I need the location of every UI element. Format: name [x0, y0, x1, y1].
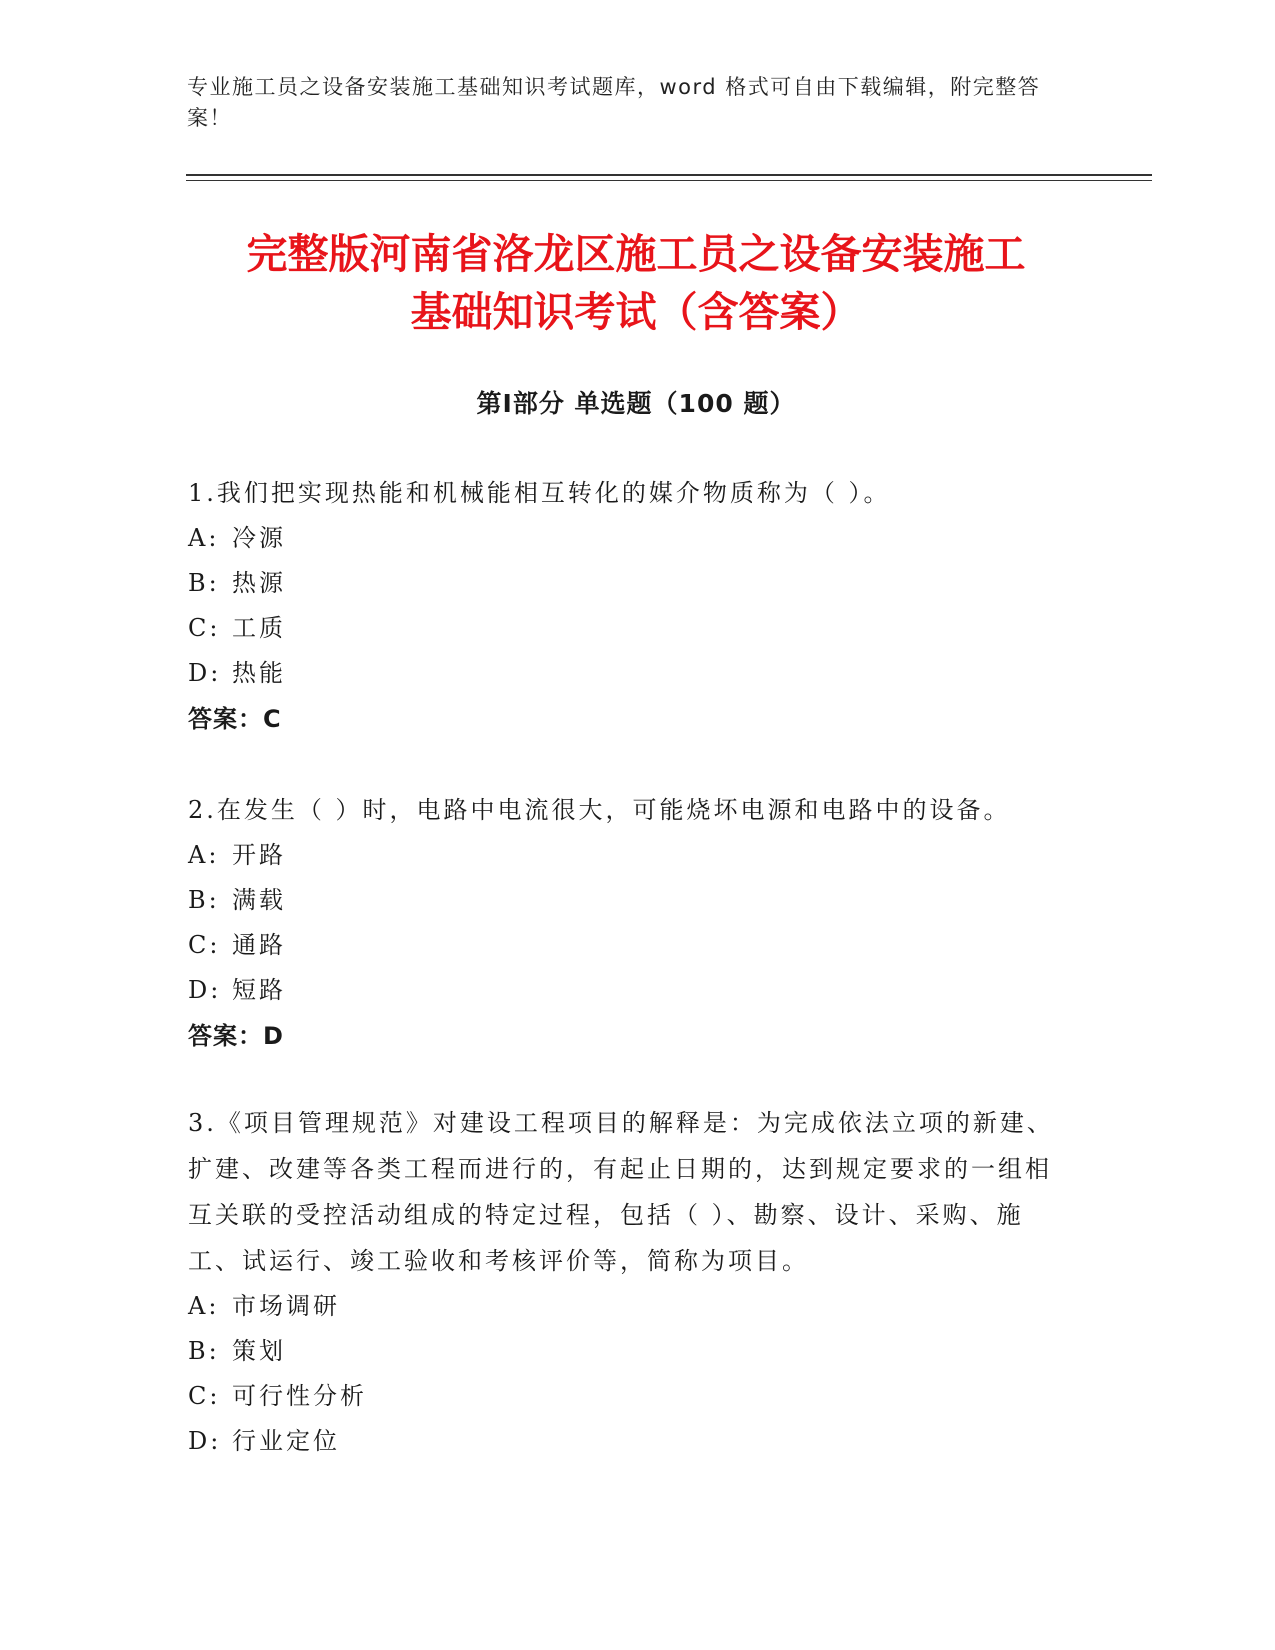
option-text: 策划	[232, 1337, 286, 1365]
option-key: A:	[188, 524, 220, 552]
option-text: 热源	[232, 569, 286, 597]
option-key: C:	[188, 614, 221, 642]
option-text: 热能	[232, 659, 286, 687]
option-key: D:	[188, 976, 222, 1004]
option-c	[188, 606, 1068, 651]
question-stem: 1.我们把实现热能和机械能相互转化的媒介物质称为（ ）。	[188, 479, 891, 507]
header-note: 专业施工员之设备安装施工基础知识考试题库，word 格式可自由下载编辑，附完整答案！	[187, 75, 1041, 130]
option-key: A:	[188, 1292, 220, 1320]
option-key: D:	[188, 659, 222, 687]
document-title	[186, 225, 1086, 341]
question-2	[188, 787, 1068, 1059]
option-text: 开路	[232, 841, 286, 869]
option-key: B:	[188, 886, 220, 914]
option-a	[188, 1284, 1068, 1329]
option-text: 短路	[232, 976, 286, 1004]
option-a	[188, 516, 1068, 561]
option-c	[188, 923, 1068, 968]
option-text: 满载	[232, 886, 286, 914]
option-text: 市场调研	[232, 1292, 340, 1320]
question-3	[188, 1100, 1068, 1464]
option-text: 行业定位	[232, 1427, 340, 1455]
option-text: 可行性分析	[232, 1382, 367, 1410]
option-key: D:	[188, 1427, 222, 1455]
question-stem: 2.在发生（ ）时，电路中电流很大，可能烧坏电源和电路中的设备。	[188, 796, 1011, 824]
header-divider-bottom	[186, 180, 1152, 181]
section-title: 第Ⅰ部分 单选题（100 题）	[476, 389, 796, 418]
option-text: 工质	[232, 614, 286, 642]
question-1	[188, 470, 1068, 742]
option-b	[188, 561, 1068, 606]
option-text: 通路	[232, 931, 286, 959]
option-d	[188, 968, 1068, 1013]
answer-text: 答案：C	[188, 705, 282, 733]
option-key: B:	[188, 1337, 220, 1365]
answer-text: 答案：D	[188, 1022, 284, 1050]
document-title-line-1: 完整版河南省洛龙区施工员之设备安装施工	[246, 230, 1026, 278]
option-b	[188, 1329, 1068, 1374]
option-key: A:	[188, 841, 220, 869]
option-d	[188, 1419, 1068, 1464]
option-d	[188, 651, 1068, 696]
option-key: C:	[188, 931, 221, 959]
question-stem: 3.《项目管理规范》对建设工程项目的解释是：为完成依法立项的新建、扩建、改建等各类工程而进行的，有起止日期的，达到规定要求的一组相互关联的受控活动组成的特定过程，包括（ ）、勘察、设计、采购、施工、试运行、竣工验收和考核评价等，简称为项目。	[188, 1109, 1054, 1275]
document-title-line-2: 基础知识考试（含答案）	[410, 288, 862, 336]
option-key: C:	[188, 1382, 221, 1410]
option-b	[188, 878, 1068, 923]
header-divider-top	[186, 174, 1152, 176]
option-text: 冷源	[232, 524, 286, 552]
option-key: B:	[188, 569, 220, 597]
option-a	[188, 833, 1068, 878]
option-c	[188, 1374, 1068, 1419]
